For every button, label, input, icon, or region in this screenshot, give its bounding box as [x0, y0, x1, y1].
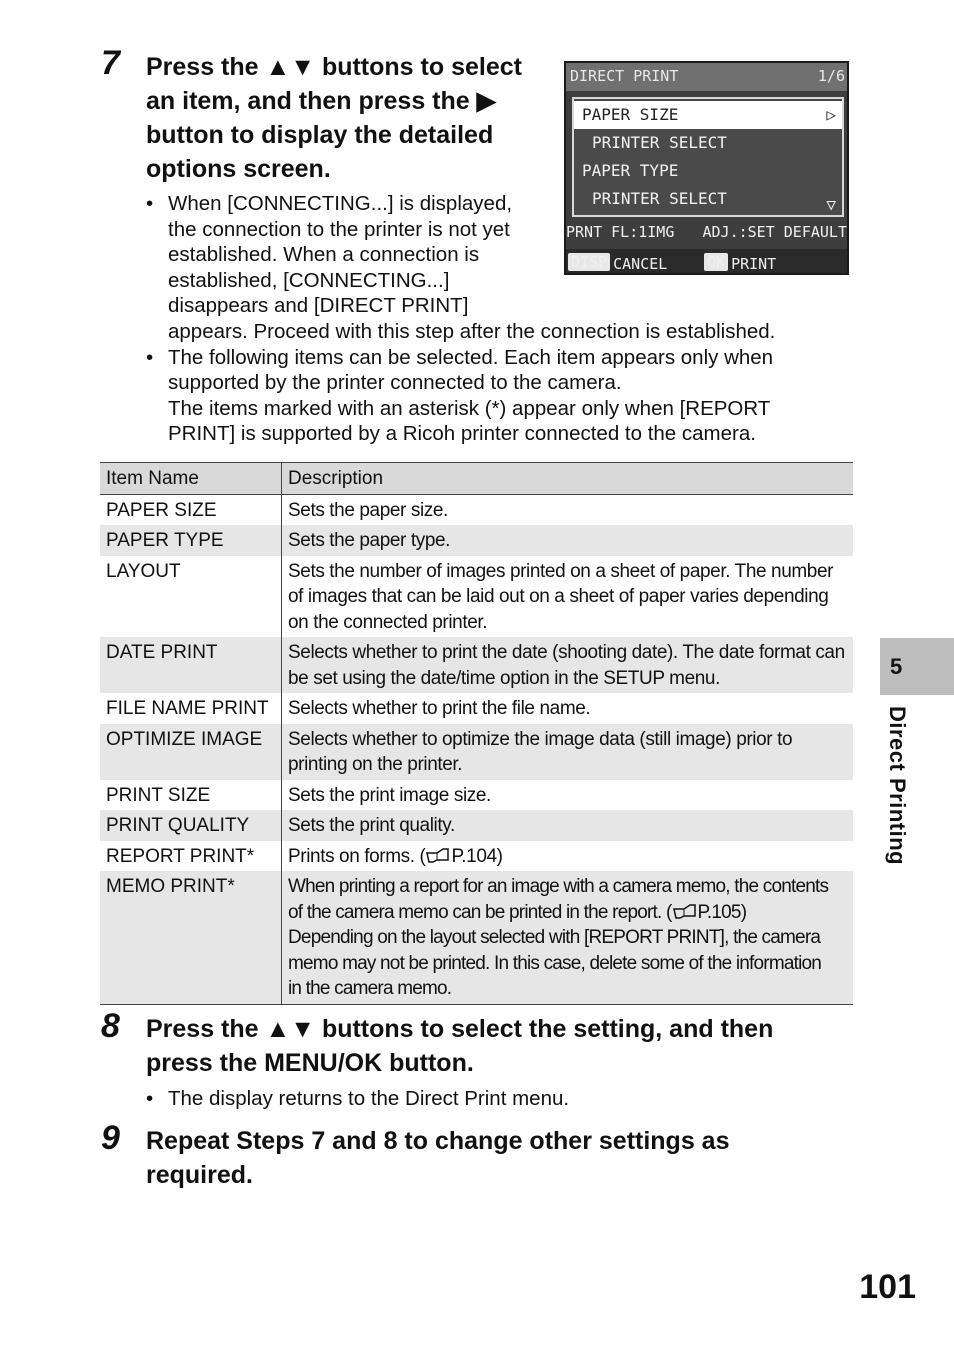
table-row	[100, 693, 853, 724]
table-row	[100, 525, 853, 556]
page-number: 101	[859, 1268, 916, 1306]
lcd-title: DIRECT PRINT	[570, 67, 679, 85]
lcd-item-label: PAPER SIZE	[582, 105, 679, 124]
item-name: DATE PRINT	[100, 637, 282, 693]
item-description	[282, 556, 854, 638]
description-line: printing on the printer.	[288, 754, 463, 775]
lcd-item-label: PRINTER SELECT	[592, 133, 727, 152]
lcd-print-label: PRINT	[731, 255, 777, 273]
page-reference: P.105)	[697, 901, 747, 923]
lcd-status-left: PRNT FL:1IMG	[566, 223, 675, 241]
item-description-table	[100, 462, 853, 1005]
chapter-tab	[880, 638, 954, 695]
item-name: PRINT SIZE	[100, 780, 282, 811]
page-reference: P.104)	[451, 845, 503, 867]
step-8-title-line: Press the ▲▼ buttons to select the setting, and then	[146, 1015, 774, 1043]
lcd-menu-item-paper-type	[574, 157, 842, 185]
page-reference-icon	[425, 846, 451, 864]
step-9-number: 9	[101, 1119, 120, 1157]
chapter-label: Direct Printing	[885, 706, 910, 866]
right-arrow-icon: ▷	[826, 105, 836, 124]
step-9-title	[146, 1124, 729, 1192]
lcd-item-label: PAPER TYPE	[582, 161, 679, 180]
item-description: Sets the print quality.	[282, 810, 854, 841]
table-row	[100, 637, 853, 693]
description-line: Depending on the layout selected with [REPORT PRINT], the camera	[288, 927, 821, 948]
item-description: Selects whether to print the file name.	[288, 698, 591, 719]
description-line: Sets the number of images printed on a sheet of paper. The number	[288, 560, 834, 582]
lcd-menu-item-paper-size	[574, 101, 842, 129]
step-8-note: • The display returns to the Direct Print menu.	[146, 1086, 846, 1112]
item-name: OPTIMIZE IMAGE	[100, 724, 282, 780]
step-8-title-line: press the MENU/OK button.	[146, 1049, 474, 1077]
table-row	[100, 494, 853, 525]
note-line: established, [CONNECTING...]	[168, 268, 450, 292]
lcd-page-indicator: 1/6	[817, 67, 845, 85]
note-line: appears. Proceed with this step after the connection is established.	[168, 319, 776, 343]
note-line: • The following items can be selected. Each item appears only when	[168, 345, 774, 369]
note-line: • When [CONNECTING...] is displayed,	[168, 192, 513, 215]
ok-key-icon: OK	[704, 253, 728, 271]
item-description: Sets the paper size.	[288, 499, 448, 521]
table-row	[100, 871, 853, 1004]
table-row	[100, 841, 853, 872]
note-line: the connection to the printer is not yet	[168, 217, 510, 241]
lcd-title-bar	[566, 63, 847, 91]
lcd-cancel	[568, 253, 667, 273]
step-7-title	[146, 50, 522, 186]
step-7-note-items	[146, 345, 846, 447]
step-8-title	[146, 1012, 773, 1080]
description-line: memo may not be printed. In this case, delete some of the information	[288, 952, 822, 974]
step-7-title-line: an item, and then press the ▶	[146, 87, 496, 115]
item-description	[282, 724, 854, 780]
note-line: The items marked with an asterisk (*) appear only when [REPORT	[168, 396, 771, 420]
item-description	[282, 841, 854, 872]
page-reference-icon	[672, 902, 698, 920]
description-line: When printing a report for an image with a camera memo, the contents	[288, 876, 829, 897]
item-description: Sets the print image size.	[288, 784, 491, 806]
description-line: on the connected printer.	[288, 611, 488, 633]
item-name: PRINT QUALITY	[100, 810, 282, 841]
note-line: established. When a connection is	[168, 243, 480, 267]
table-row	[100, 780, 853, 811]
lcd-status-right: ADJ.:SET DEFAULT	[702, 223, 847, 241]
item-name: LAYOUT	[100, 556, 282, 638]
item-name: FILE NAME PRINT	[100, 693, 282, 724]
step-9-title-line: required.	[146, 1161, 253, 1189]
step-7-title-line: button to display the detailed	[146, 121, 494, 149]
step-7-title-line: Press the ▲▼ buttons to select	[146, 53, 522, 81]
description-line: in the camera memo.	[288, 978, 452, 999]
item-name: PAPER TYPE	[100, 525, 282, 556]
item-name: MEMO PRINT*	[100, 871, 282, 1004]
camera-lcd-screen	[564, 61, 849, 275]
step-7-number: 7	[101, 44, 120, 82]
item-description	[282, 637, 854, 693]
table-row	[100, 724, 853, 780]
description-line: Selects whether to print the date (shooting date). The date format can	[288, 642, 845, 663]
table-header-row	[100, 463, 853, 495]
column-header-description: Description	[282, 463, 854, 495]
lcd-cancel-label: CANCEL	[613, 255, 668, 273]
disp-key-icon: DISP	[568, 253, 610, 271]
step-8-number: 8	[101, 1007, 120, 1045]
note-line: PRINT] is supported by a Ricoh printer connected to the camera.	[168, 422, 756, 446]
item-description	[282, 871, 854, 1004]
table-row	[100, 810, 853, 841]
step-8-notes	[146, 1086, 846, 1112]
note-line: disappears and [DIRECT PRINT]	[168, 294, 469, 318]
lcd-footer	[566, 249, 847, 275]
lcd-menu-item-printer-select	[574, 129, 842, 157]
description-line: be set using the date/time option in the SETUP menu.	[288, 667, 720, 689]
item-name: PAPER SIZE	[100, 494, 282, 525]
description-line: of the camera memo can be printed in the report. (	[288, 901, 672, 923]
table-row	[100, 556, 853, 638]
item-name: REPORT PRINT*	[100, 841, 282, 872]
step-9-title-line: Repeat Steps 7 and 8 to change other settings as	[146, 1127, 730, 1155]
lcd-item-label: PRINTER SELECT	[592, 189, 727, 208]
description-line: of images that can be laid out on a sheet of paper varies depending	[288, 586, 829, 607]
description-text: Prints on forms. (	[288, 845, 426, 867]
step-7-title-line: options screen.	[146, 155, 331, 183]
lcd-menu	[572, 97, 844, 217]
down-arrow-icon: ▽	[826, 195, 836, 214]
description-line: Selects whether to optimize the image data (still image) prior to	[288, 728, 793, 750]
lcd-print	[704, 253, 776, 273]
lcd-menu-item-printer-select	[574, 185, 842, 213]
note-line: supported by the printer connected to the camera.	[168, 371, 622, 395]
chapter-number: 5	[890, 654, 903, 679]
column-header-item-name: Item Name	[100, 463, 282, 495]
item-description: Sets the paper type.	[282, 525, 854, 556]
